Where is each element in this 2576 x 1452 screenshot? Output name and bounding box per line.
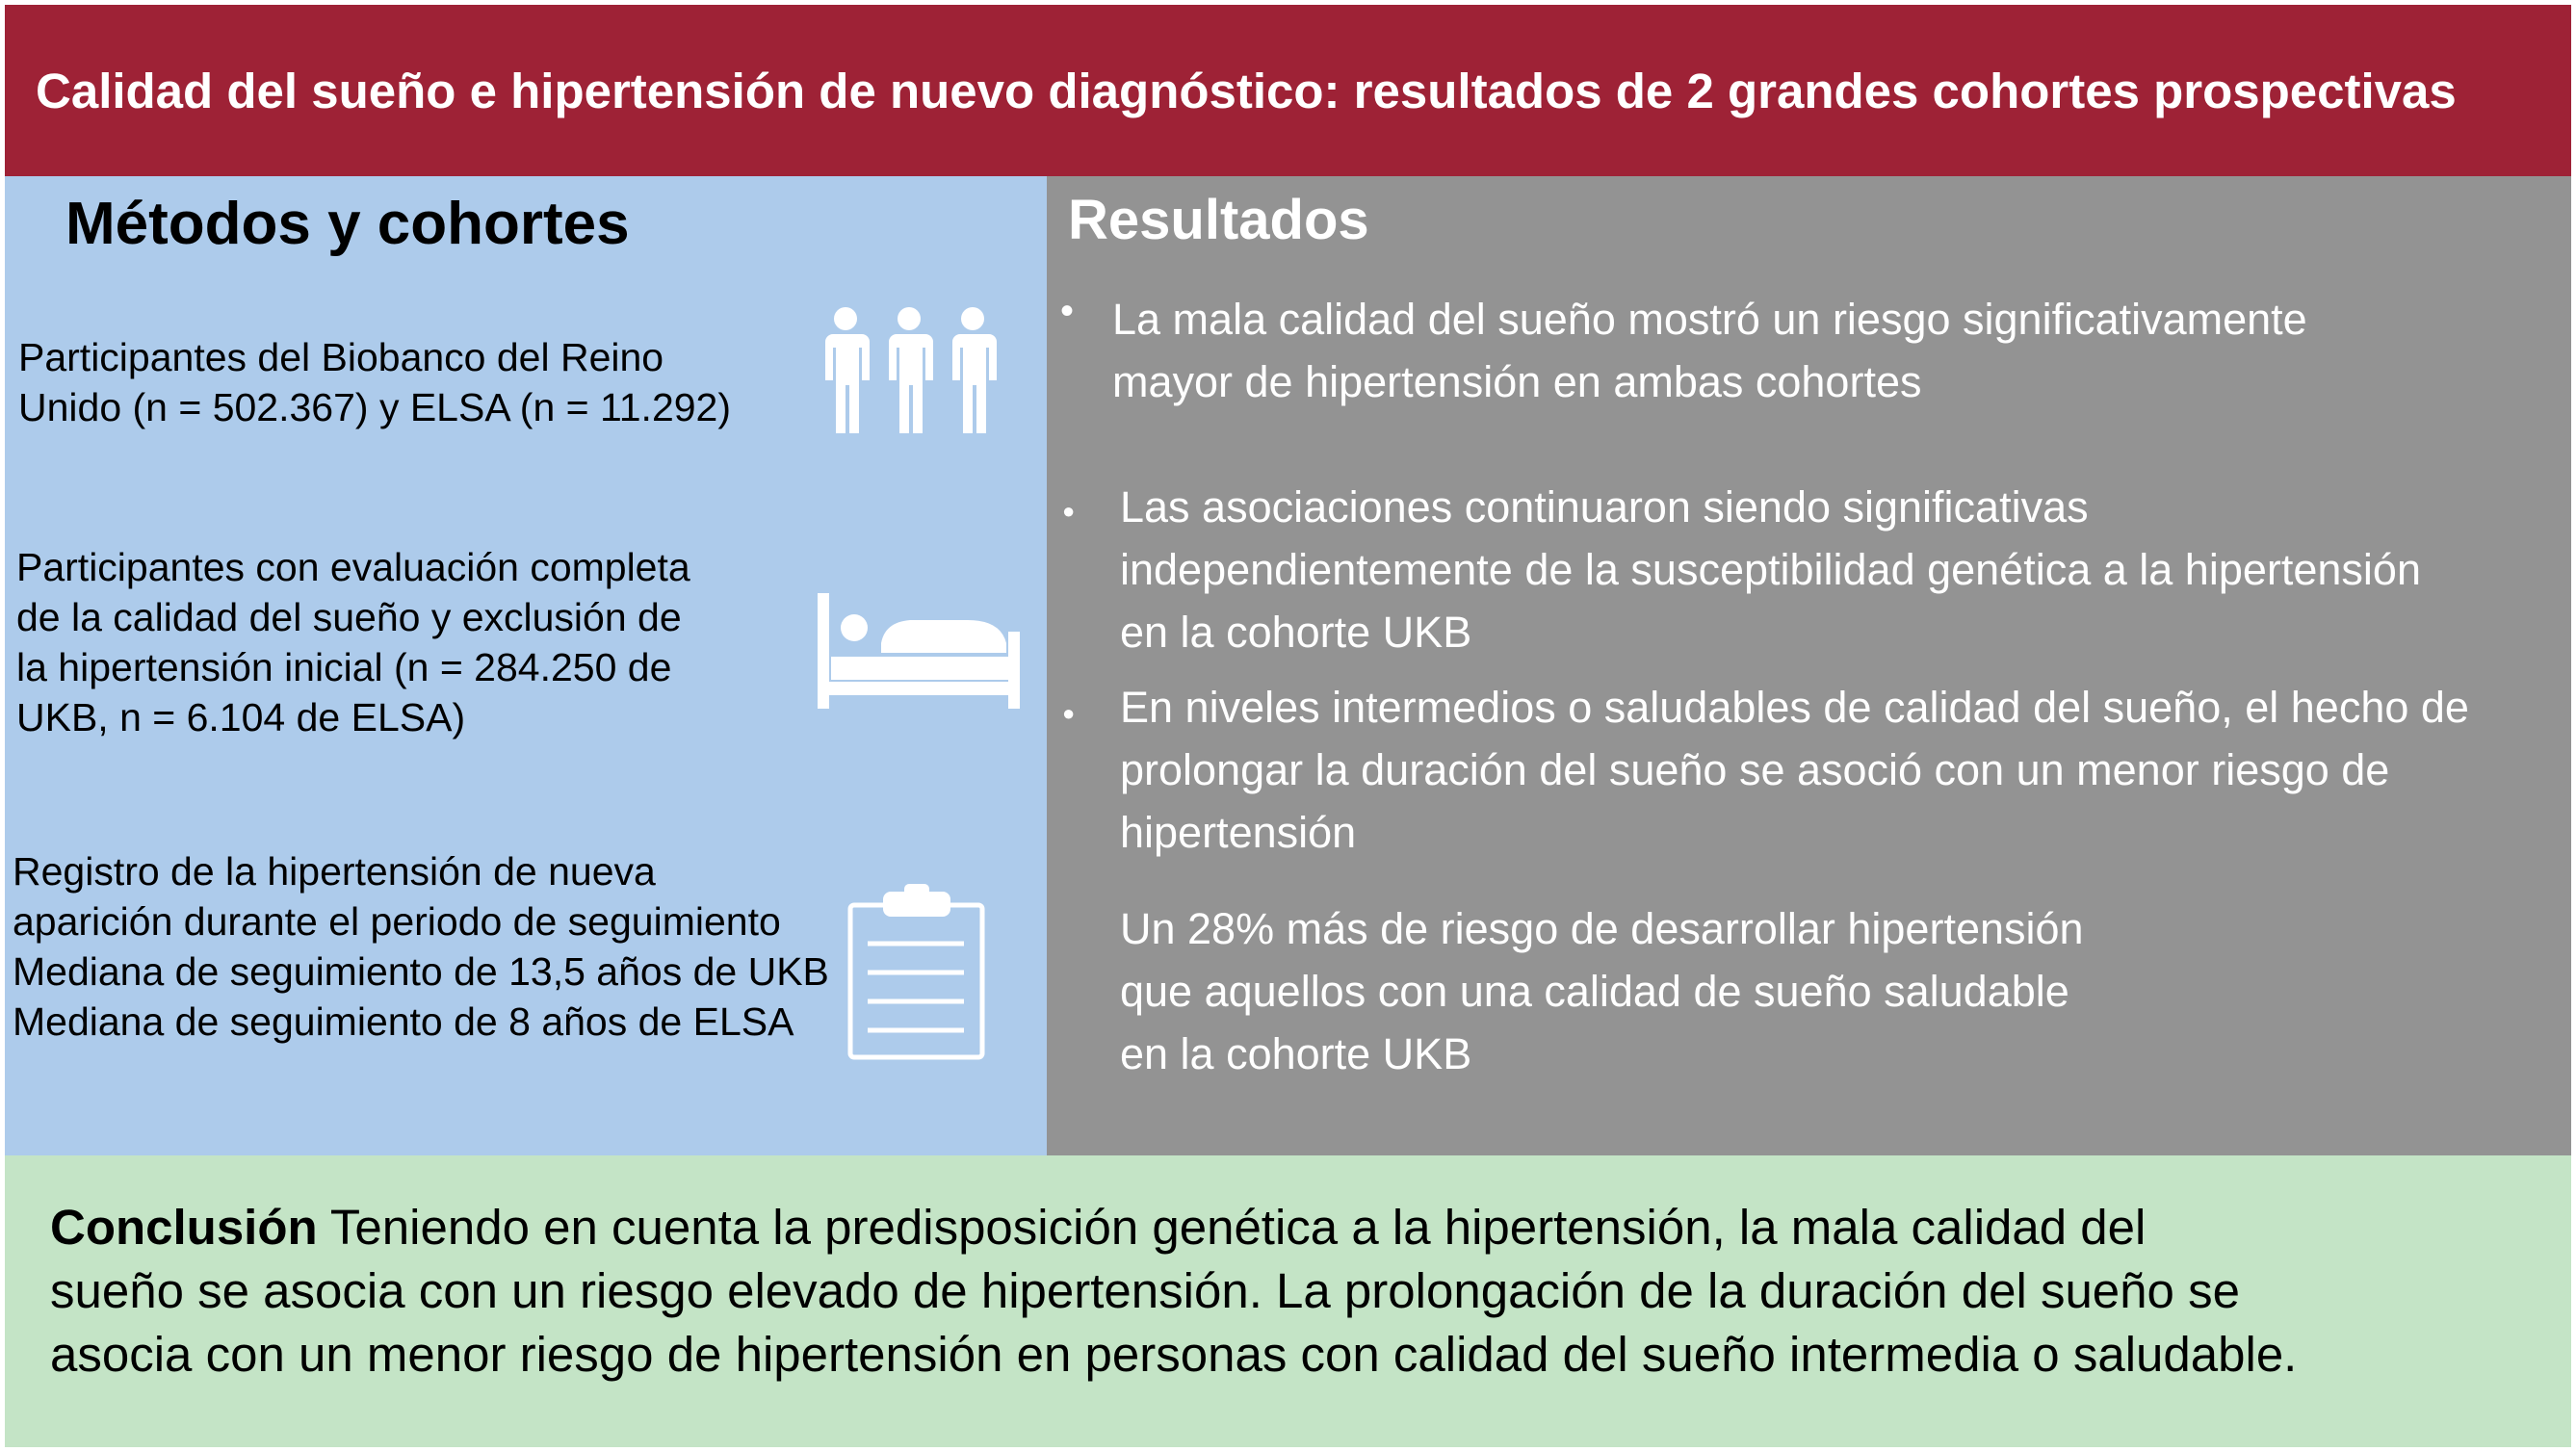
header-banner: [5, 5, 2571, 176]
people-icon: [814, 305, 1006, 435]
text-line: aparición durante el periodo de seguimiento: [13, 899, 781, 944]
text-line: [50, 1196, 2554, 1259]
result-item-1: [1112, 288, 2537, 413]
conclusion-line: Teniendo en cuenta la predisposición genética a la hipertensión, la mala calidad del: [317, 1200, 2147, 1255]
conclusion-label: Conclusión: [50, 1200, 318, 1255]
result-item-2: [1120, 476, 2564, 663]
clipboard-icon: [846, 884, 986, 1062]
text-line: Registro de la hipertensión de nueva: [13, 849, 656, 894]
bullet-dot: •: [1060, 290, 1075, 332]
text-line: Unido (n = 502.367) y ELSA (n = 11.292): [18, 385, 732, 429]
text-line: en la cohorte UKB: [1120, 1029, 1472, 1078]
text-line: Participantes con evaluación completa: [16, 545, 690, 589]
conclusion-panel: [5, 1155, 2571, 1447]
methods-panel: [5, 176, 1047, 1155]
conclusion-text: [50, 1196, 2554, 1387]
text-line: independientemente de la susceptibilidad genética a la hipertensión: [1120, 545, 2421, 594]
methods-item-participants: [18, 332, 789, 432]
conclusion-line: sueño se asocia con un riesgo elevado de hipertensión. La prolongación de la duración del sueño se: [50, 1263, 2240, 1318]
page-title: Calidad del sueño e hipertensión de nuevo diagnóstico: resultados de 2 grandes cohortes prospectivas: [36, 63, 2457, 118]
bed-icon: [818, 593, 1020, 713]
text-line: Participantes del Biobanco del Reino: [18, 335, 664, 379]
text-line: hipertensión: [1120, 808, 1357, 857]
result-item-3: [1120, 676, 2564, 864]
text-line: en la cohorte UKB: [1120, 608, 1472, 657]
result-note: [1120, 897, 2545, 1085]
text-line: la hipertensión inicial (n = 284.250 de: [16, 645, 672, 689]
methods-title: Métodos y cohortes: [65, 191, 630, 257]
results-title: Resultados: [1068, 189, 1369, 251]
bullet-dot: ●: [1062, 499, 1076, 523]
text-line: UKB, n = 6.104 de ELSA): [16, 695, 466, 739]
bullet-dot: ●: [1062, 701, 1076, 725]
conclusion-line: asocia con un menor riesgo de hipertensión en personas con calidad del sueño intermedia o saludable.: [50, 1327, 2298, 1382]
text-line: que aquellos con una calidad de sueño saludable: [1120, 967, 2069, 1016]
text-line: Mediana de seguimiento de 13,5 años de UKB: [13, 949, 829, 994]
methods-item-evaluation: [16, 542, 787, 742]
methods-item-followup: [13, 846, 879, 1047]
text-line: de la calidad del sueño y exclusión de: [16, 595, 682, 639]
text-line: La mala calidad del sueño mostró un riesgo significativamente: [1112, 295, 2307, 344]
results-panel: [1047, 176, 2571, 1155]
text-line: prolongar la duración del sueño se asoció con un menor riesgo de: [1120, 745, 2390, 794]
text-line: Mediana de seguimiento de 8 años de ELSA: [13, 999, 794, 1044]
text-line: mayor de hipertensión en ambas cohortes: [1112, 357, 1922, 406]
text-line: Un 28% más de riesgo de desarrollar hipertensión: [1120, 904, 2084, 953]
text-line: Las asociaciones continuaron siendo significativas: [1120, 482, 2089, 532]
text-line: En niveles intermedios o saludables de calidad del sueño, el hecho de: [1120, 683, 2469, 732]
